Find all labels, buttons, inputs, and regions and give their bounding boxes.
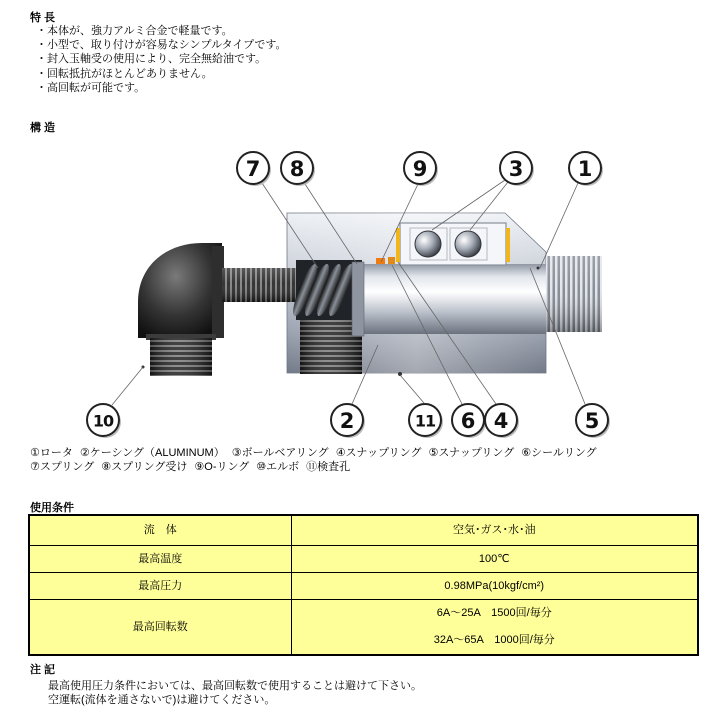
ball-bearings — [400, 223, 506, 265]
elbow-body — [138, 243, 222, 338]
conditions-heading: 使用条件 — [30, 502, 74, 514]
callout-number: 8 — [289, 157, 305, 181]
note-item: 最高使用圧力条件においては、最高回転数で使用することは避けて下さい。 — [48, 680, 422, 692]
structure-heading: 構 造 — [30, 122, 56, 134]
seal-ring — [388, 257, 395, 264]
legend-item: ⑨O-リング — [194, 461, 250, 473]
conditions-table — [28, 514, 699, 656]
callout-9 — [404, 152, 438, 186]
max-rotation-values — [291, 599, 698, 655]
callout-number: 1 — [577, 157, 593, 181]
list-item: ・封入玉軸受の使用により、完全無給油です。 — [36, 53, 267, 66]
parts-legend — [30, 446, 604, 474]
callout-11 — [409, 404, 443, 438]
callout-4 — [485, 404, 519, 438]
legend-item: ⑤スナップリング — [428, 447, 515, 459]
features-list — [36, 24, 287, 95]
callout-number: 3 — [508, 157, 524, 181]
list-item: ・回転抵抗がほとんどありません。 — [36, 67, 213, 80]
callout-7 — [237, 152, 271, 186]
callout-6 — [452, 404, 486, 438]
max-pressure-label: 最高圧力 — [29, 572, 291, 599]
callout-1 — [569, 152, 603, 186]
elbow — [138, 243, 300, 376]
callout-8 — [281, 152, 315, 186]
legend-item: ⑪検査孔 — [306, 461, 351, 473]
table-row — [29, 545, 698, 572]
bearing-ball — [455, 231, 481, 257]
callout-number: 4 — [493, 409, 509, 433]
callout-number: 5 — [584, 409, 600, 433]
callout-5 — [576, 404, 610, 438]
callout-3 — [500, 152, 534, 186]
legend-item: ⑧スプリング受け — [101, 461, 188, 473]
callout-number: 9 — [412, 157, 428, 181]
max-pressure-value: 0.98MPa(10kgf/cm²) — [291, 572, 698, 599]
max-temperature-value: 100℃ — [291, 545, 698, 572]
legend-row — [30, 446, 604, 460]
rotor-marker — [537, 267, 540, 270]
elbow-bottom-shade — [150, 338, 212, 376]
rotor-thread-shade — [546, 256, 602, 332]
legend-item: ⑩エルボ — [256, 461, 300, 473]
table-row — [29, 515, 698, 545]
list-item: ・本体が、強力アルミ合金で軽量です。 — [36, 25, 233, 37]
table-row — [29, 599, 698, 655]
legend-item: ⑥シールリング — [521, 447, 597, 459]
snap-ring-right — [506, 228, 510, 262]
leader-line — [400, 375, 424, 403]
spring-seat — [352, 262, 364, 336]
callout-2 — [331, 404, 365, 438]
rotor-shaft — [356, 264, 546, 334]
fluid-value: 空気･ガス･水･油 — [291, 515, 698, 545]
callout-10 — [87, 404, 121, 438]
callout-number: 2 — [339, 409, 355, 433]
callout-number: 10 — [92, 411, 114, 431]
notes-heading: 注 記 — [30, 664, 56, 676]
list-item: ・小型で、取り付けが容易なシンプルタイプです。 — [36, 39, 287, 52]
max-rotation-value: 32A～65A 1000回/毎分 — [433, 633, 555, 646]
legend-item: ⑦スプリング — [30, 461, 95, 473]
callout-number: 7 — [245, 157, 261, 181]
bearing-ball — [415, 231, 441, 257]
features-heading: 特 長 — [30, 12, 56, 24]
elbow-side-shade — [222, 268, 300, 302]
spring — [289, 260, 362, 320]
leader-line — [540, 183, 578, 268]
max-temperature-label: 最高温度 — [29, 545, 291, 572]
table-row — [29, 572, 698, 599]
fluid-label: 流 体 — [29, 515, 291, 545]
structure-diagram — [0, 140, 719, 445]
max-rotation-label: 最高回転数 — [29, 599, 291, 655]
legend-item: ③ボールベアリング — [231, 447, 329, 459]
callout-number: 11 — [414, 411, 436, 431]
legend-item: ①ロータ — [30, 447, 73, 459]
max-rotation-value: 6A～25A 1500回/毎分 — [436, 606, 552, 619]
rotor — [356, 256, 602, 334]
snap-ring-left — [396, 228, 400, 262]
o-ring — [376, 258, 385, 264]
legend-item: ②ケーシング（ALUMINUM） — [79, 447, 225, 459]
list-item: ・高回転が可能です。 — [36, 81, 146, 94]
notes-list — [48, 679, 422, 707]
note-item: 空運転(流体を通さないで)は避けてください。 — [48, 694, 276, 706]
callout-number: 6 — [460, 409, 476, 433]
legend-item: ④スナップリング — [335, 447, 422, 459]
leader-line — [112, 367, 143, 405]
legend-row — [30, 460, 604, 474]
